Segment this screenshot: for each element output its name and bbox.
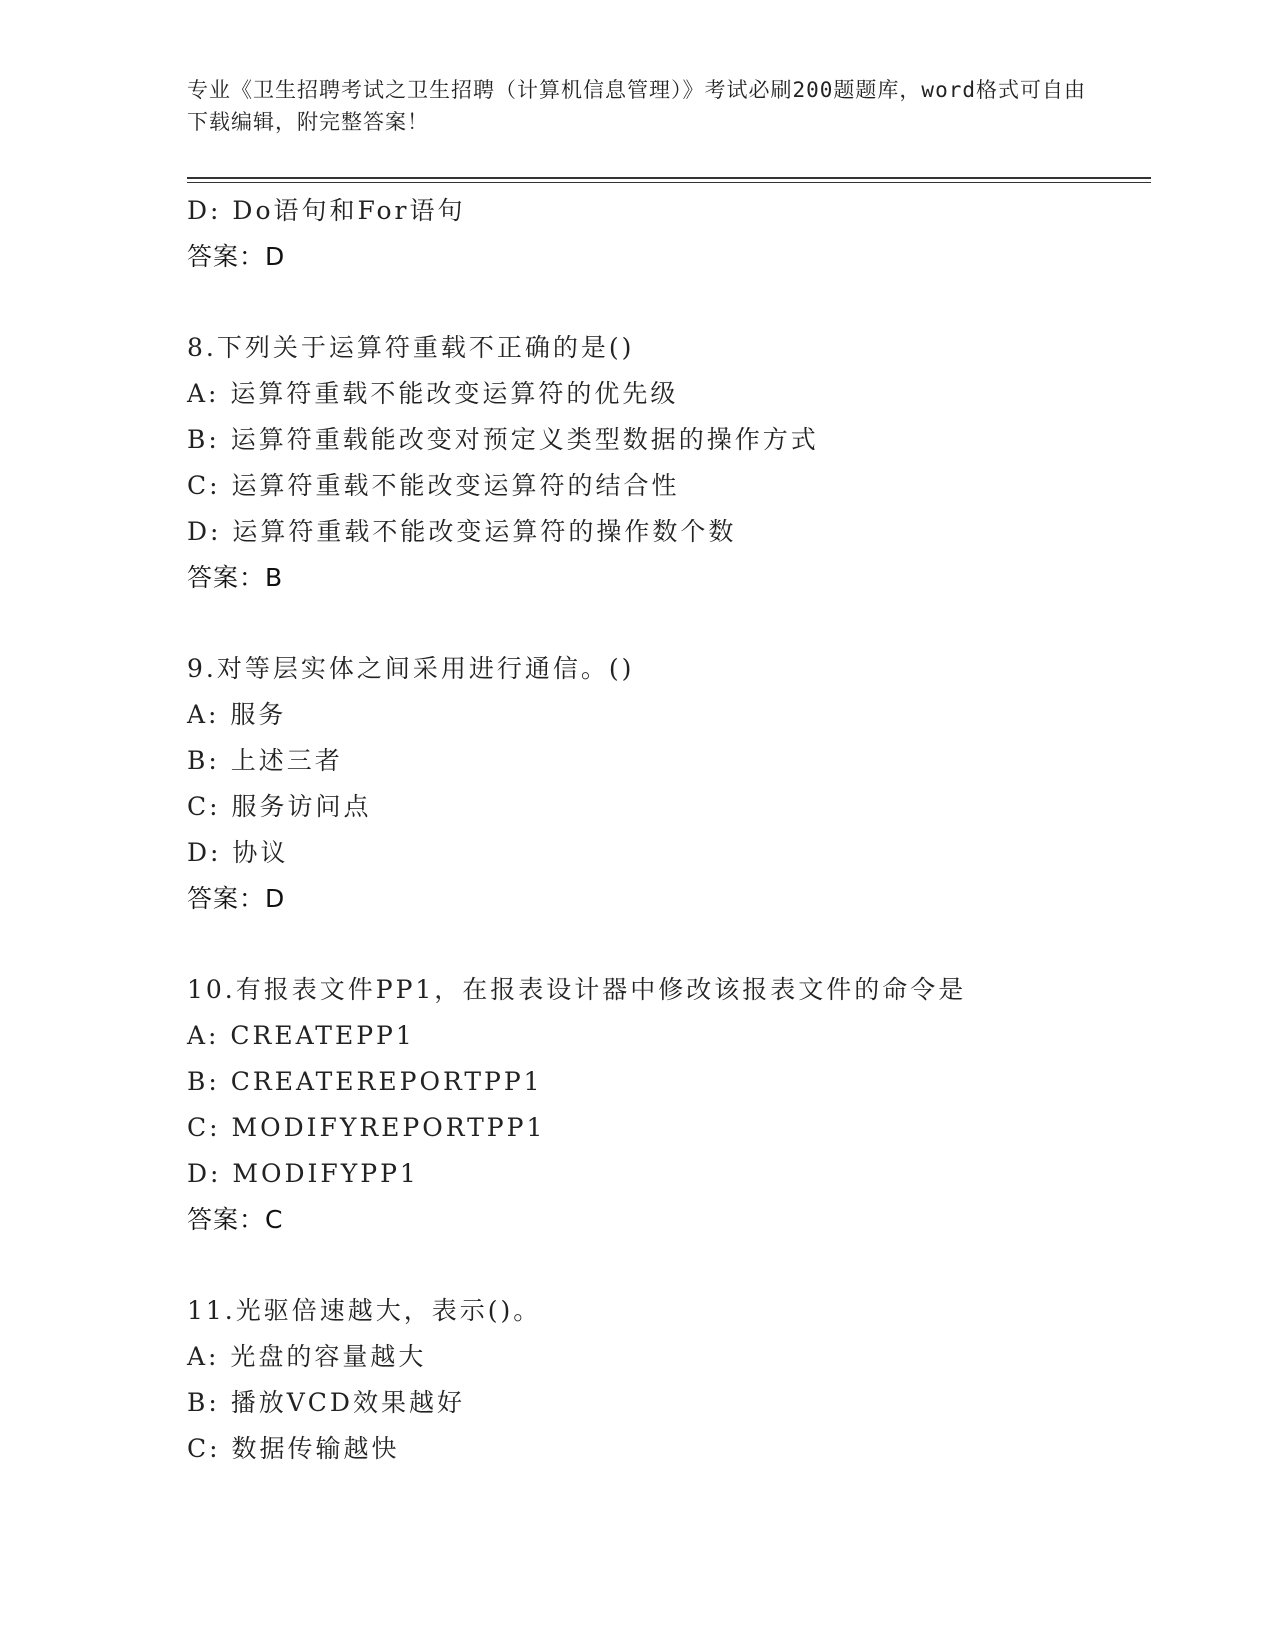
option-c: C: 服务访问点 (187, 792, 372, 821)
option-d: D: MODIFYPP1 (187, 1159, 419, 1188)
option-d: D: 运算符重载不能改变运算符的操作数个数 (187, 517, 737, 546)
option-c: C: 运算符重载不能改变运算符的结合性 (187, 471, 680, 500)
option-a: A: 光盘的容量越大 (187, 1342, 427, 1371)
question-stem: 11.光驱倍速越大，表示()。 (187, 1296, 542, 1325)
option-b: B: 播放VCD效果越好 (187, 1388, 465, 1417)
question-block-9 (187, 646, 1151, 922)
option-b: B: CREATEREPORTPP1 (187, 1067, 543, 1096)
answer-line: 答案：B (187, 563, 284, 592)
answer-line: 答案：D (187, 242, 286, 271)
document-header: 专业《卫生招聘考试之卫生招聘（计算机信息管理）》考试必刷200题题库，word格式可自由下载编辑，附完整答案！ (187, 78, 1086, 134)
question-content (187, 188, 1151, 1472)
spacer (187, 1243, 1151, 1288)
answer-line: 答案：D (187, 884, 286, 913)
header-divider-thick (187, 177, 1151, 179)
spacer (187, 601, 1151, 646)
question-block-continued (187, 188, 1151, 280)
question-stem: 10.有报表文件PP1，在报表设计器中修改该报表文件的命令是 (187, 975, 967, 1004)
spacer (187, 922, 1151, 967)
option-a: A: 服务 (187, 700, 287, 729)
option-a: A: CREATEPP1 (187, 1021, 415, 1050)
header-divider-thin (187, 182, 1151, 183)
option-c: C: 数据传输越快 (187, 1434, 400, 1463)
question-block-11 (187, 1288, 1151, 1472)
option-d: D: 协议 (187, 838, 289, 867)
option-b: B: 运算符重载能改变对预定义类型数据的操作方式 (187, 425, 819, 454)
option-c: C: MODIFYREPORTPP1 (187, 1113, 546, 1142)
question-block-8 (187, 325, 1151, 601)
option-a: A: 运算符重载不能改变运算符的优先级 (187, 379, 679, 408)
answer-line: 答案：C (187, 1205, 284, 1234)
option-d: D: Do语句和For语句 (187, 196, 466, 225)
question-stem: 8.下列关于运算符重载不正确的是() (187, 333, 635, 362)
spacer (187, 280, 1151, 325)
option-b: B: 上述三者 (187, 746, 343, 775)
question-block-10 (187, 967, 1151, 1243)
question-stem: 9.对等层实体之间采用进行通信。() (187, 654, 635, 683)
